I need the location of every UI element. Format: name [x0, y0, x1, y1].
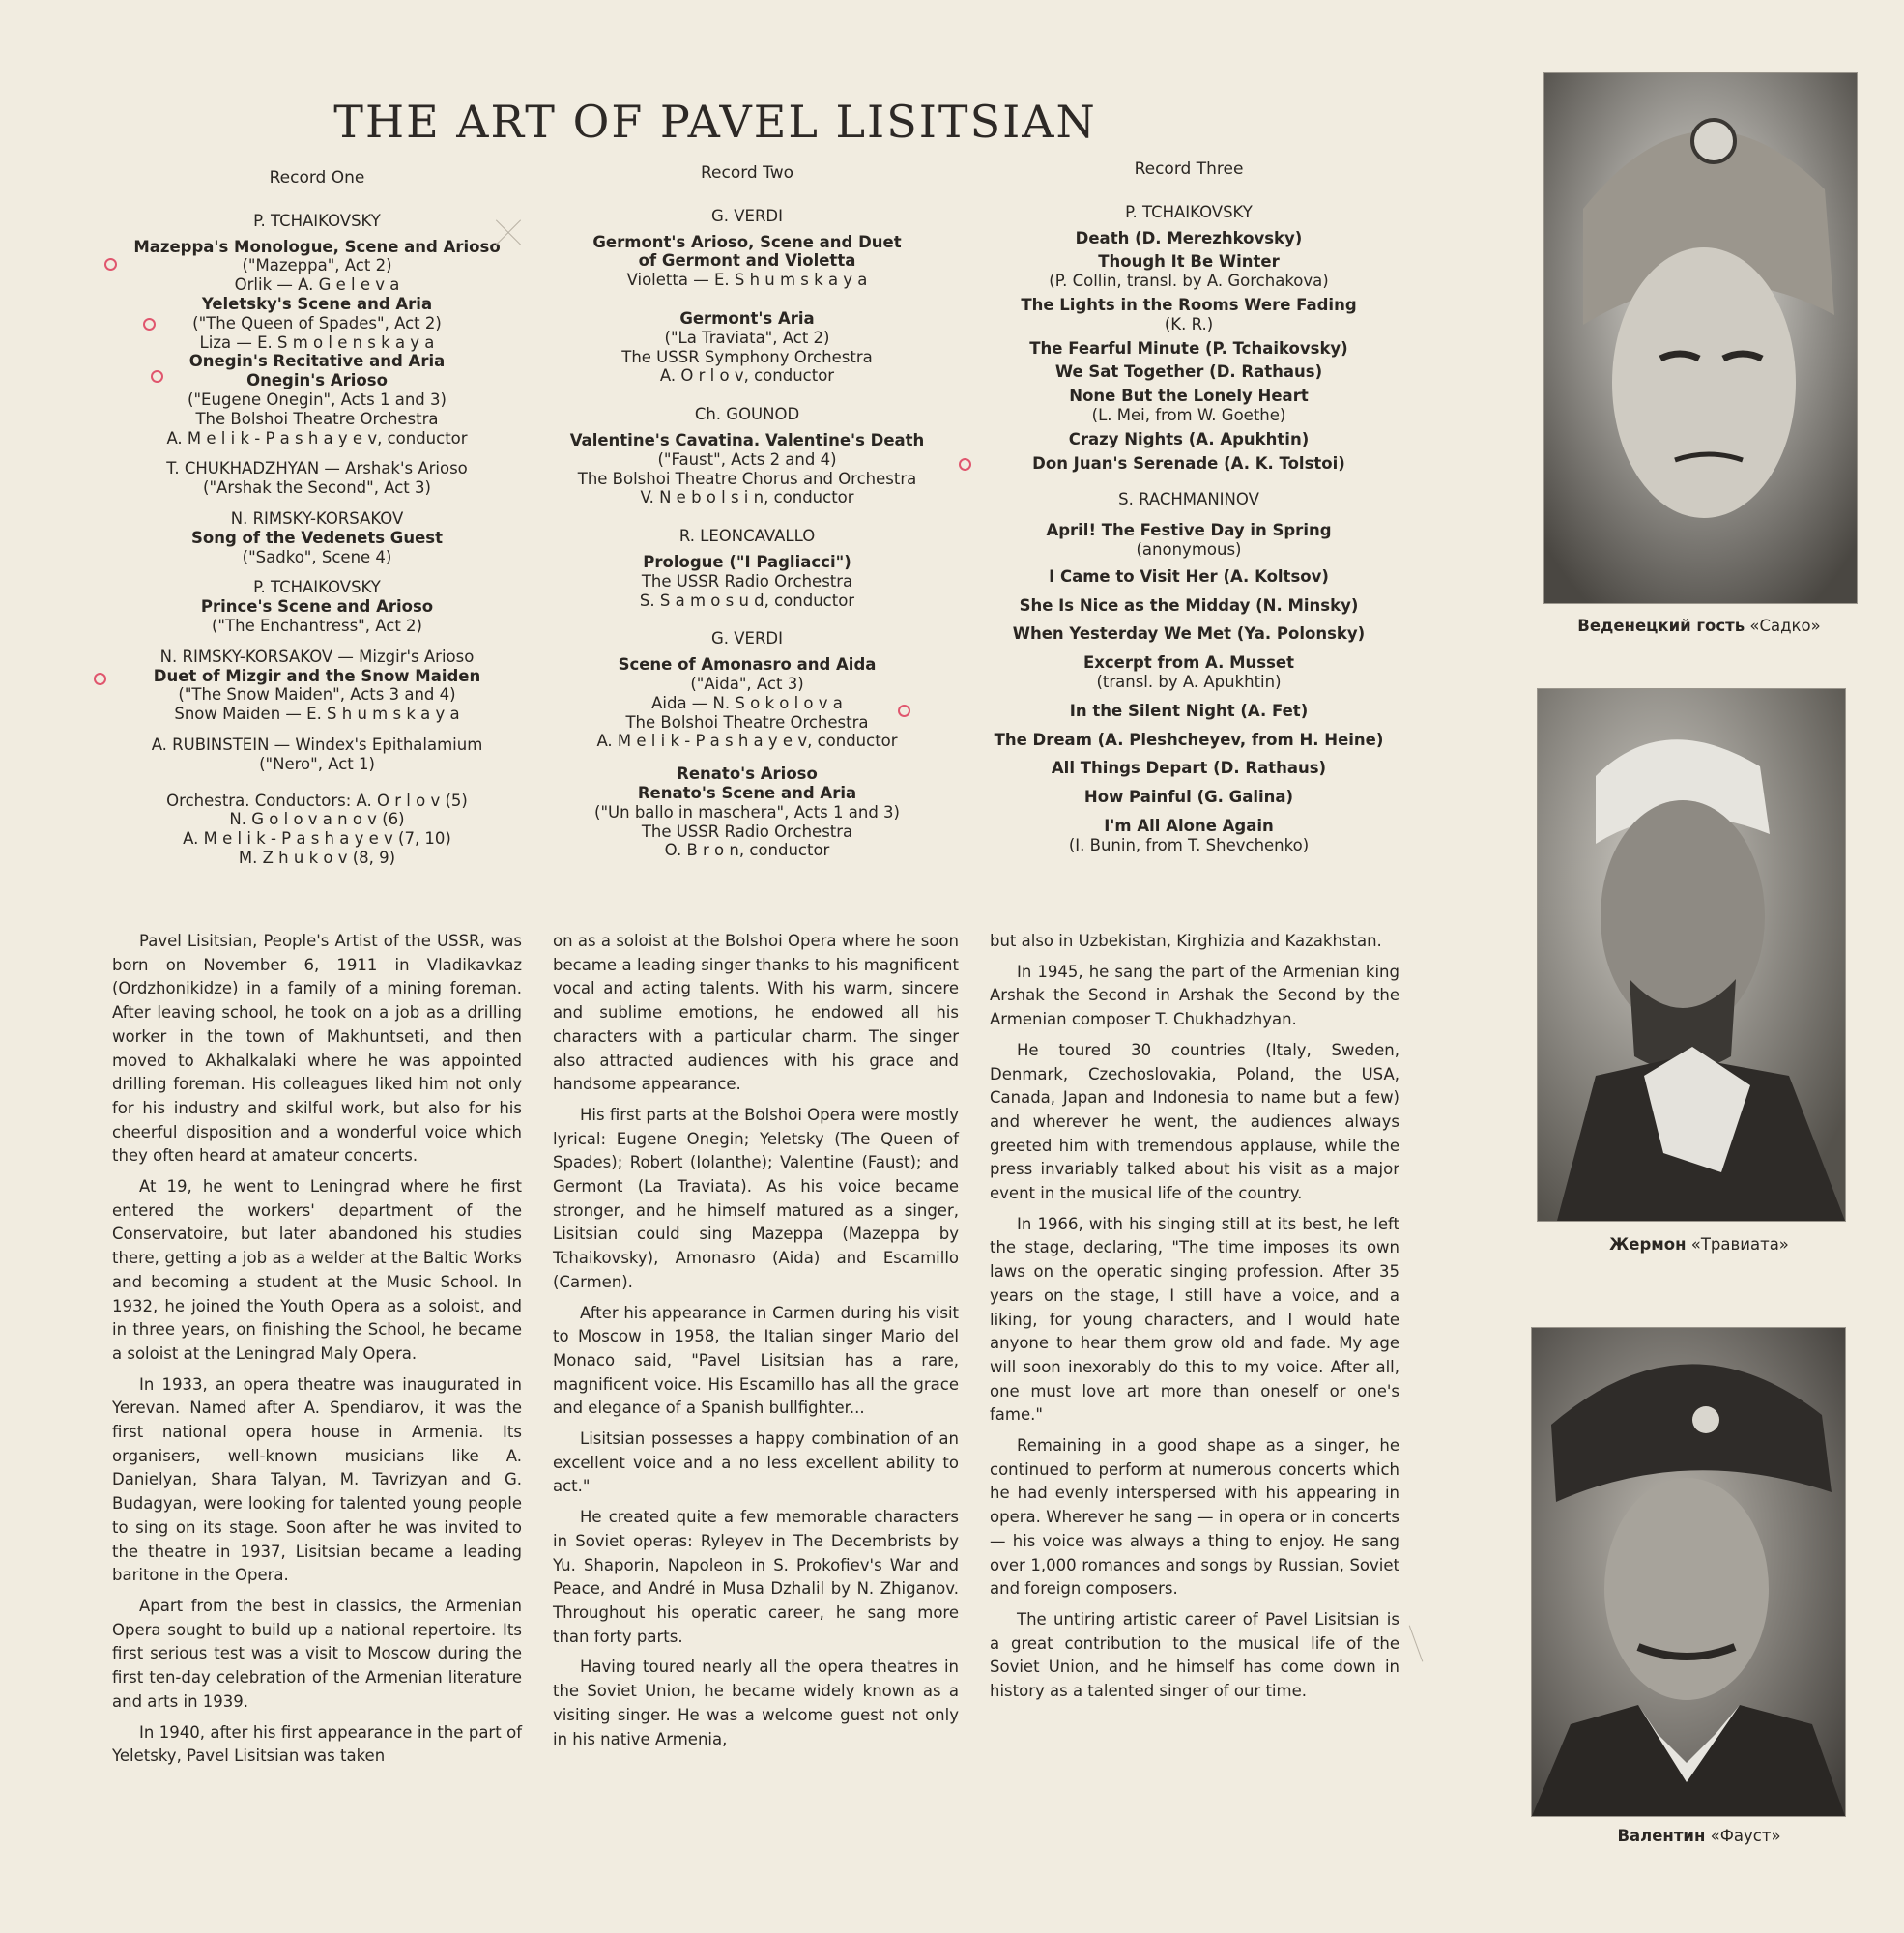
pen-mark-icon [94, 673, 106, 685]
portrait-image [1532, 1328, 1845, 1816]
track-group [541, 629, 953, 751]
bio-paragraph: At 19, he went to Leningrad where he first entered the workers' department of the Conservatoire, but later abandoned his studies there, getting a job as a welder at the Baltic Works and becoming a student at the Music School. In 1932, he joined the Youth Opera as a soloist, and in three years, on finishing the School, he became a soloist at the Leningrad Maly Opera. [112, 1177, 522, 1363]
track-line: Orlik — A. G e l e v a [234, 275, 400, 295]
track-line: V. N e b o l s i n, conductor [640, 488, 854, 507]
photo-caption [1527, 1235, 1871, 1254]
portrait-image [1538, 689, 1845, 1221]
record-three-tracklist [976, 160, 1401, 867]
track-line: Liza — E. S m o l e n s k a y a [199, 332, 435, 352]
caption-opera: «Фауст» [1705, 1827, 1781, 1845]
track-line: Snow Maiden — E. S h u m s k a y a [174, 705, 460, 724]
bio-paragraph: Apart from the best in classics, the Armenian Opera sought to build up a national repertoire. Its first serious test was a visit to Moscow during the first ten-day celebration of the Armenian literature and arts in 1939. [112, 1596, 522, 1711]
track-title: Valentine's Cavatina. Valentine's Death [569, 430, 925, 449]
track-title: Germont's Arioso, Scene and Duet [592, 232, 902, 251]
track-title: of Germont and Violetta [638, 251, 856, 271]
song-title: April! The Festive Day in Spring [1046, 521, 1332, 540]
biography-column-3 [990, 930, 1399, 1711]
photo-caption [1527, 1827, 1871, 1845]
pen-mark-icon [143, 318, 156, 331]
song-credit: (I. Bunin, from T. Shevchenko) [1068, 835, 1310, 854]
track-group [541, 765, 953, 860]
track-group [541, 309, 953, 386]
composer: N. RIMSKY-KORSAKOV [230, 508, 404, 528]
caption-opera: «Садко» [1745, 617, 1821, 635]
composer: G. VERDI [710, 629, 784, 649]
song-title: The Lights in the Rooms Were Fading [1021, 295, 1357, 314]
track-line: ("Sadko", Scene 4) [242, 547, 392, 566]
record-heading: Record One [269, 168, 365, 188]
track-group [106, 648, 528, 724]
song-credit: (anonymous) [1136, 539, 1242, 559]
record-two-tracklist [541, 164, 953, 872]
track-line: ("The Enchantress", Act 2) [212, 616, 422, 635]
track-group [106, 509, 528, 566]
bio-paragraph: Remaining in a good shape as a singer, he continued to perform at numerous concerts which he had evenly interspersed with his appearing in opera. Wherever he sang — in opera or in concerts — his voice was always a thing to enjoy. He sang over 1,000 romances and songs by Russian, Soviet and foreign composers. [990, 1436, 1399, 1599]
portrait-image [1544, 73, 1857, 603]
bio-paragraph: In 1933, an opera theatre was inaugurated in Yerevan. Named after A. Spendiarov, it was the first national opera house in Armenia. Its organisers, well-known musicians like A. Danielyan, Shara Talyan, M. Tavrizyan and G. Budagyan, were looking for talented young people to sing on its stage. Soon after he was invited to the theatre in 1937, Lisitsian became a leading baritone in the Opera. [112, 1374, 522, 1585]
song-title: None But the Lonely Heart [1069, 387, 1309, 406]
bio-paragraph: In 1966, with his singing still at its best, he left the stage, declaring, "The time imposes its own laws on the operatic singing profession. After 35 years on the stage, I still have a voice, and a liking, for young characters, and I would hate anyone to hear them grow old and fade. My age will soon inexorably do this to my voice. After all, one must love art more than oneself or one's fame." [990, 1214, 1399, 1425]
track-group [106, 578, 528, 635]
composer: T. CHUKHADZHYAN — Arshak's Arioso [166, 459, 468, 478]
track-line: A. O r l o v, conductor [659, 366, 835, 386]
track-title: Onegin's Arioso [246, 371, 388, 390]
song-title: I'm All Alone Again [1104, 816, 1274, 835]
track-line: Aida — N. S o k o l o v a [651, 693, 843, 712]
song-line: Death (D. Merezhkovsky) [1075, 228, 1303, 247]
track-group [106, 212, 528, 448]
track-group [976, 490, 1401, 854]
composer: S. RACHMANINOV [1118, 490, 1259, 509]
song-line: The Fearful Minute (P. Tchaikovsky) [1029, 338, 1348, 358]
track-title: Mazeppa's Monologue, Scene and Arioso [133, 237, 501, 256]
track-line: ("Mazeppa", Act 2) [242, 256, 392, 275]
song-line: How Painful (G. Galina) [1083, 788, 1294, 807]
pen-mark-icon [959, 458, 971, 471]
track-line: A. M e l i k - P a s h a y e v, conductor [166, 428, 468, 447]
song-credit: (P. Collin, transl. by A. Gorchakova) [1049, 272, 1329, 291]
track-line: The USSR Symphony Orchestra [621, 347, 873, 366]
track-line: S. S a m o s u d, conductor [639, 591, 855, 610]
track-group [541, 207, 953, 290]
composer: P. TCHAIKOVSKY [253, 578, 381, 597]
track-line: ("The Snow Maiden", Acts 3 and 4) [178, 685, 456, 705]
song-line: When Yesterday We Met (Ya. Polonsky) [1012, 624, 1366, 644]
track-title: Prologue ("I Pagliacci") [643, 552, 851, 571]
pencil-stroke [1409, 1626, 1424, 1662]
bio-paragraph: He created quite a few memorable characters in Soviet operas: Ryleyev in The Decembrists by Yu. Shaporin, Napoleon in S. Prokofiev's War and Peace, and André in Musa Dzhalil by N. Zhiganov. Throughout his operatic career, he sang more than forty parts. [553, 1508, 959, 1646]
bio-paragraph: Having toured nearly all the opera theatres in the Soviet Union, he became widely known as a visiting singer. He was a welcome guest not only in his native Armenia, [553, 1658, 959, 1748]
caption-role: Жермон [1609, 1235, 1687, 1254]
song-line: In the Silent Night (A. Fet) [1069, 701, 1309, 720]
bio-paragraph: He toured 30 countries (Italy, Sweden, Denmark, Czechoslovakia, Poland, the USA, Canada, Japan and Indonesia to name but a few) and wherever he went, the audiences always greeted him with tremendous applause, while the press invariably talked about his visit as a major event in the musical life of the country. [990, 1040, 1399, 1203]
biography-column-2 [553, 930, 959, 1758]
bio-paragraph: The untiring artistic career of Pavel Lisitsian is a great contribution to the musical life of the Soviet Union, and he himself has come down in history as a talented singer of our time. [990, 1609, 1399, 1701]
composer: G. VERDI [710, 206, 784, 225]
track-line: ("The Queen of Spades", Act 2) [192, 313, 442, 332]
composer: N. RIMSKY-KORSAKOV — Mizgir's Arioso [159, 647, 475, 666]
caption-role: Веденецкий гость [1577, 617, 1745, 635]
composer: A. RUBINSTEIN — Windex's Epithalamium [151, 735, 483, 754]
track-line: ("La Traviata", Act 2) [664, 328, 830, 347]
song-credit: (K. R.) [1164, 314, 1214, 333]
song-line: I Came to Visit Her (A. Koltsov) [1049, 566, 1329, 586]
composer: P. TCHAIKOVSKY [1125, 202, 1253, 221]
conductor-line: Orchestra. Conductors: A. O r l o v (5) [166, 791, 468, 810]
bio-paragraph: but also in Uzbekistan, Kirghizia and Kazakhstan. [990, 932, 1382, 950]
track-title: Duet of Mizgir and the Snow Maiden [153, 666, 481, 685]
song-line: She Is Nice as the Midday (N. Minsky) [1019, 595, 1359, 615]
track-group [106, 459, 528, 498]
conductor-line: A. M e l i k - P a s h a y e v (7, 10) [183, 829, 451, 849]
caption-role: Валентин [1617, 1827, 1706, 1845]
bio-paragraph: His first parts at the Bolshoi Opera were mostly lyrical: Eugene Onegin; Yeletsky (The Queen of Spades); Robert (Iolanthe); Valentine (Faust); and Germont (La Traviata). As his voice became stronger, and he himself matured as a singer, Lisitsian could sing Mazeppa (Mazeppa by Tchaikovsky), Amonasro (Aida) and Escamillo (Carmen). [553, 1105, 959, 1291]
bio-paragraph: on as a soloist at the Bolshoi Opera where he soon became a leading singer thanks to his magnificent vocal and acting talents. With his warm, sincere and sublime emotions, he endowed all his characters with a particular charm. The singer also attracted audiences with his grace and handsome appearance. [553, 932, 959, 1094]
bio-paragraph: After his appearance in Carmen during his visit to Moscow in 1958, the Italian singer Mario del Monaco said, "Pavel Lisitsian has a rare, magnificent voice. His Escamillo has all the grace and elegance of a Spanish bullfighter... [553, 1303, 959, 1418]
pen-mark-icon [151, 370, 163, 383]
bio-paragraph: Pavel Lisitsian, People's Artist of the USSR, was born on November 6, 1911 in Vladikavkaz (Ordzhonikidze) in a family of a mining foreman. After leaving school, he took on a job as a drilling worker in the town of Makhuntseti, and then moved to Akhalkalaki where he was appointed drilling foreman. His colleagues liked him not only for his industry and skilful work, but also for his cheerful disposition and a wonderful voice which they often heard at amateur concerts. [112, 932, 522, 1166]
song-line: Crazy Nights (A. Apukhtin) [1068, 429, 1310, 448]
song-line: Don Juan's Serenade (A. K. Tolstoi) [1032, 453, 1345, 473]
song-line: All Things Depart (D. Rathaus) [1051, 759, 1327, 778]
bio-paragraph: In 1945, he sang the part of the Armenian king Arshak the Second in Arshak the Second by the Armenian composer T. Chukhadzhyan. [990, 962, 1399, 1029]
caption-opera: «Травиата» [1686, 1235, 1789, 1254]
song-title: Excerpt from A. Musset [1082, 653, 1295, 673]
track-title: Song of the Vedenets Guest [191, 528, 443, 547]
conductor-line: N. G o l o v a n o v (6) [229, 810, 405, 829]
track-group [541, 527, 953, 610]
track-line: ("Faust", Acts 2 and 4) [657, 449, 837, 469]
track-group [541, 405, 953, 507]
photo-caption [1527, 617, 1871, 635]
track-line: O. B r o n, conductor [664, 841, 830, 860]
composer: P. TCHAIKOVSKY [253, 211, 381, 230]
track-line: A. M e l i k - P a s h a y e v, conductor [596, 732, 898, 751]
track-line: ("Nero", Act 1) [259, 754, 375, 773]
record-heading: Record Two [700, 163, 793, 183]
biography-column-1 [112, 930, 522, 1775]
record-heading: Record Three [1134, 159, 1244, 179]
track-line: The USSR Radio Orchestra [641, 822, 853, 841]
page-title: THE ART OF PAVEL LISITSIAN [333, 95, 1097, 148]
song-credit: (L. Mei, from W. Goethe) [1091, 405, 1286, 424]
track-title: Scene of Amonasro and Aida [618, 655, 877, 675]
bio-paragraph: In 1940, after his first appearance in the part of Yeletsky, Pavel Lisitsian was taken [112, 1722, 522, 1766]
pen-mark-icon [104, 258, 117, 271]
bio-paragraph: Lisitsian possesses a happy combination of an excellent voice and a no less excellent ability to act." [553, 1429, 959, 1496]
composer: Ch. GOUNOD [694, 405, 800, 424]
portrait-photo-traviata [1537, 688, 1846, 1222]
song-credit: (transl. by A. Apukhtin) [1096, 672, 1282, 691]
track-group [106, 736, 528, 774]
track-title: Onegin's Recitative and Aria [188, 352, 446, 371]
track-title: Prince's Scene and Arioso [200, 597, 434, 617]
song-title: Though It Be Winter [1098, 252, 1280, 272]
track-title: Yeletsky's Scene and Aria [201, 294, 433, 313]
track-line: The USSR Radio Orchestra [641, 571, 853, 591]
track-title: Germont's Aria [679, 308, 815, 328]
track-line: The Bolshoi Theatre Orchestra [625, 712, 869, 732]
portrait-photo-faust [1531, 1327, 1846, 1817]
track-line: The Bolshoi Theatre Orchestra [195, 409, 439, 428]
track-line: ("Arshak the Second", Act 3) [203, 478, 431, 498]
conductor-line: M. Z h u k o v (8, 9) [238, 848, 396, 867]
song-line: The Dream (A. Pleshcheyev, from H. Heine) [994, 730, 1384, 749]
track-line: ("Aida", Act 3) [690, 674, 804, 693]
portrait-photo-sadko [1543, 72, 1858, 604]
conductors-group [106, 792, 528, 868]
track-line: ("Eugene Onegin", Acts 1 and 3) [188, 389, 447, 409]
composer: R. LEONCAVALLO [678, 527, 816, 546]
track-title: Renato's Scene and Aria [637, 783, 857, 802]
song-line: We Sat Together (D. Rathaus) [1054, 362, 1323, 382]
track-group [976, 203, 1401, 474]
record-one-tracklist [106, 169, 528, 880]
pen-mark-icon [898, 705, 910, 717]
track-line: The Bolshoi Theatre Chorus and Orchestra [577, 469, 917, 488]
track-line: Violetta — E. S h u m s k a y a [626, 271, 868, 290]
track-line: ("Un ballo in maschera", Acts 1 and 3) [594, 802, 900, 822]
track-title: Renato's Arioso [677, 765, 818, 784]
